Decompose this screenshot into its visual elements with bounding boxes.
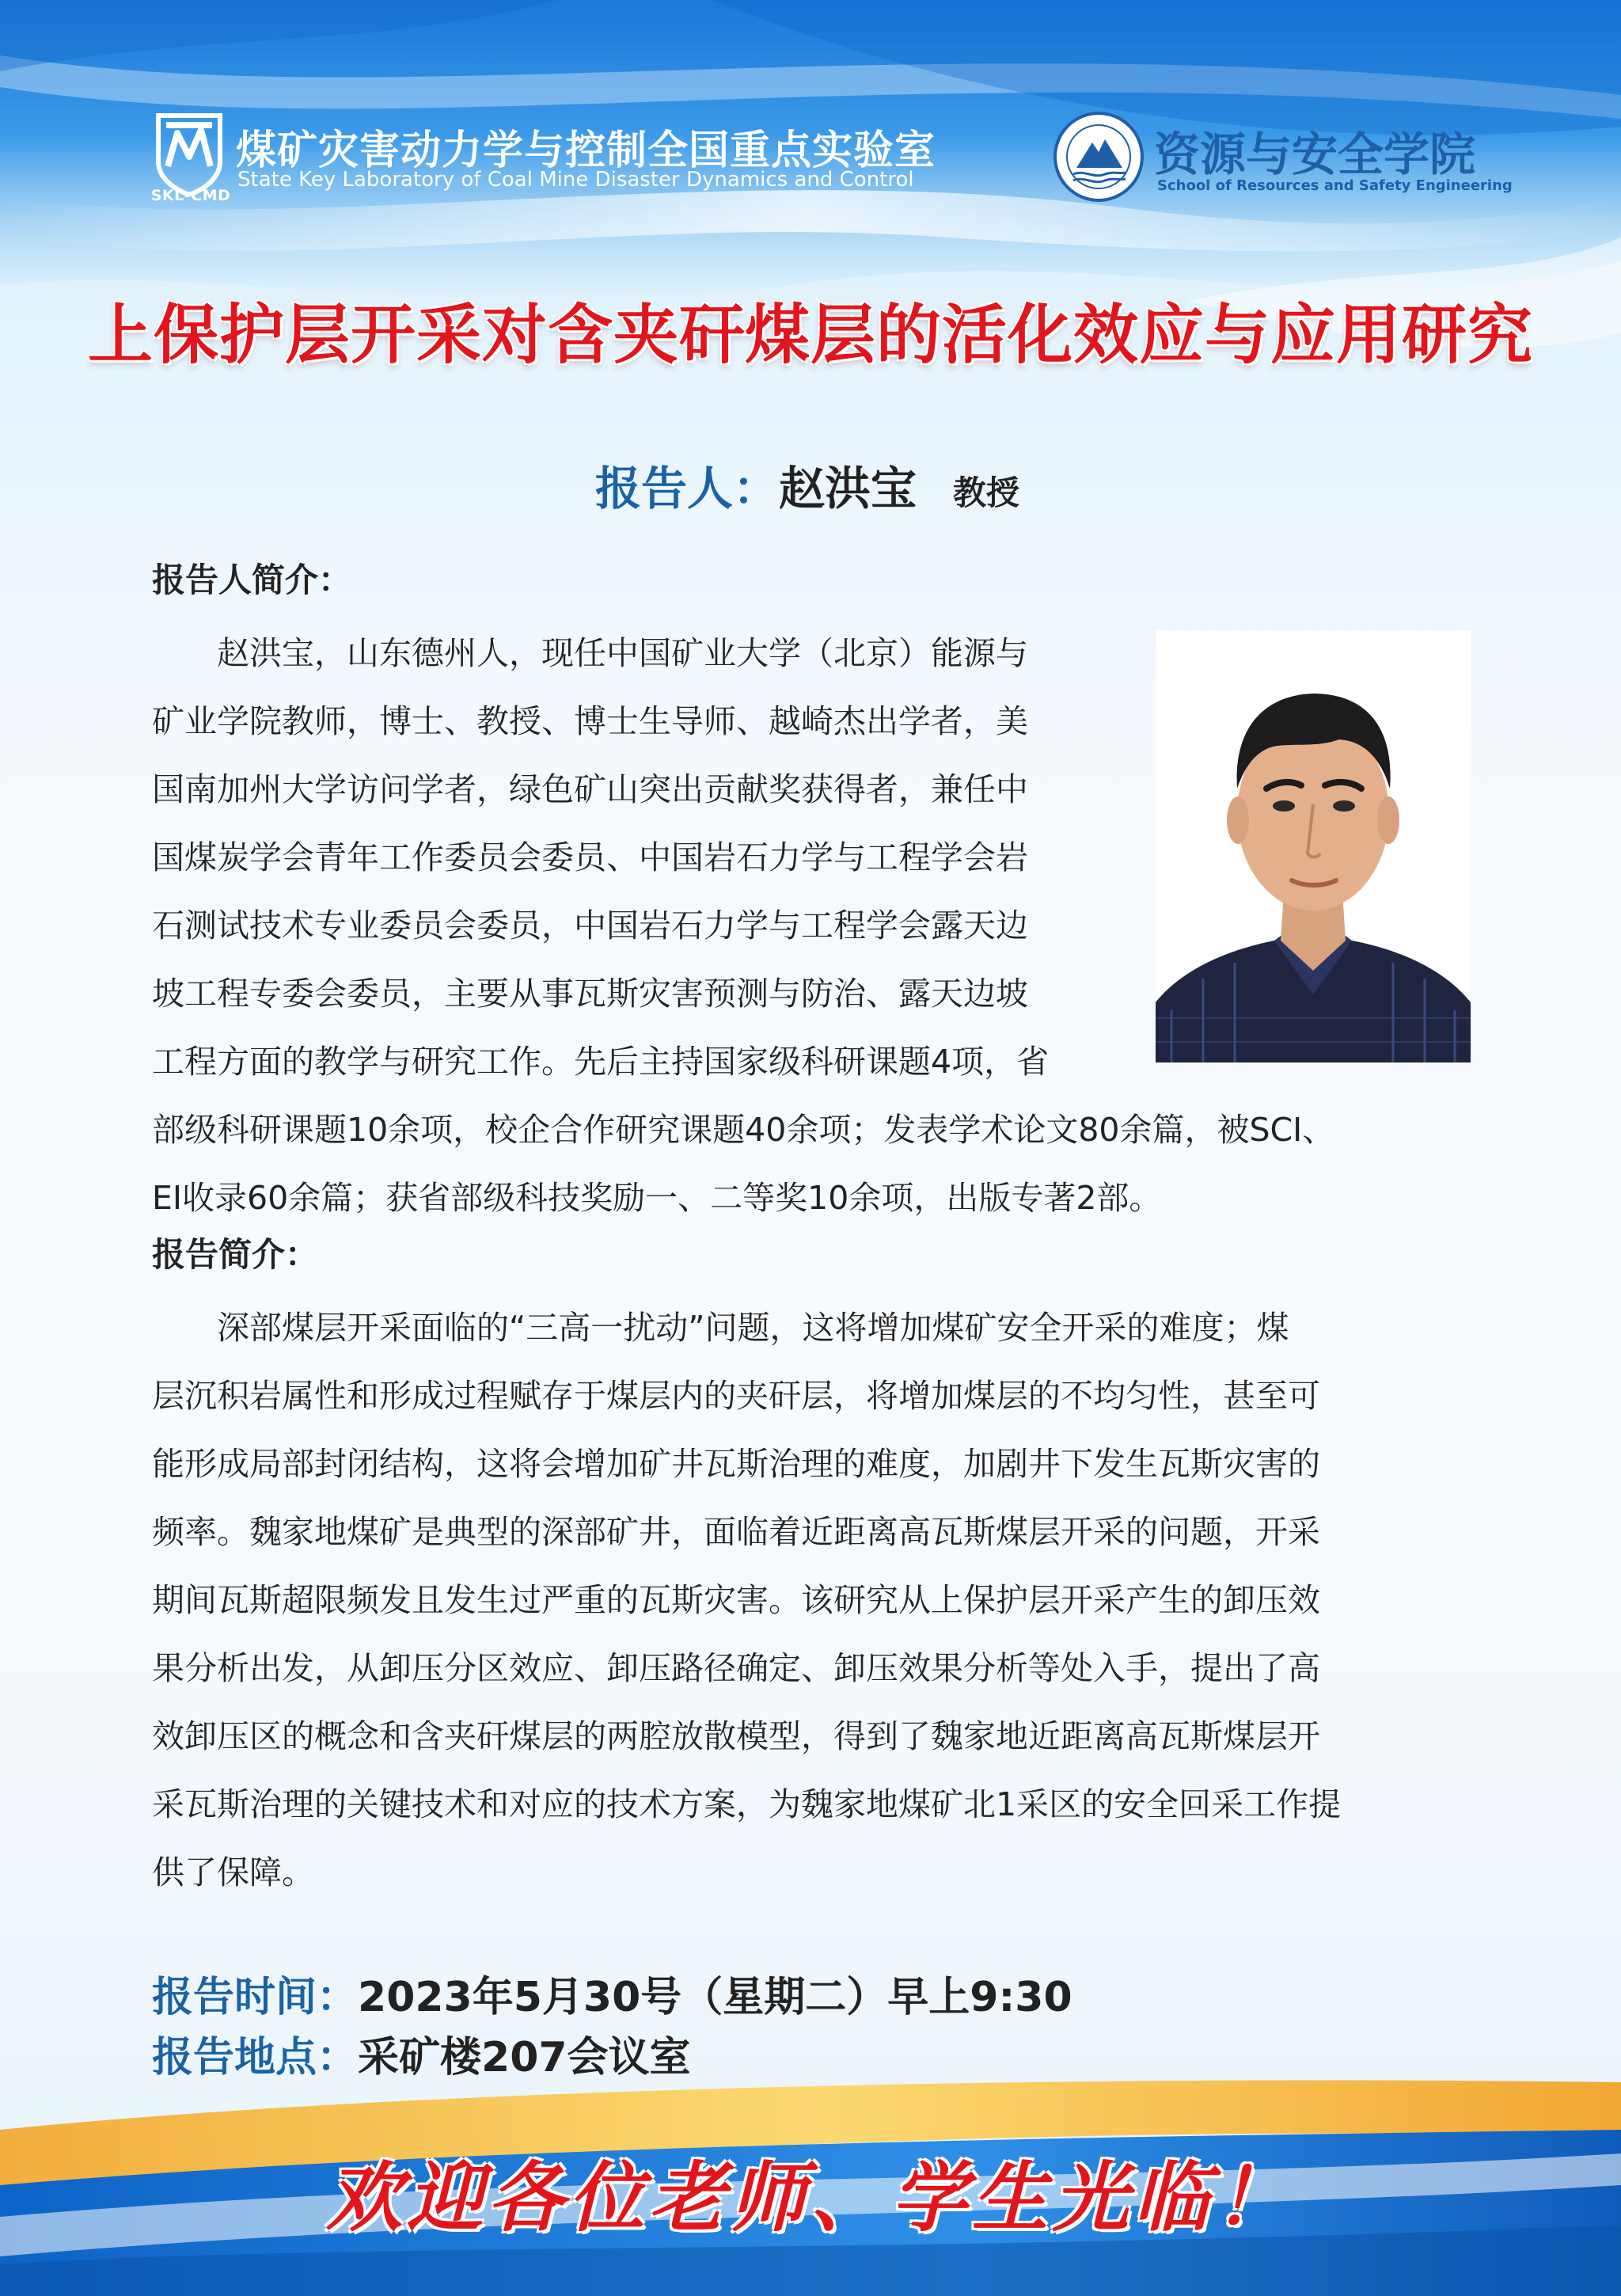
welcome-banner: 欢迎各位老师、学生光临！ xyxy=(326,2153,1295,2242)
abstract-line: 采瓦斯治理的关键技术和对应的技术方案，为魏家地煤矿北1采区的安全回采工作提 xyxy=(152,1785,1342,1823)
bio-line: 国煤炭学会青年工作委员会委员、中国岩石力学与工程学会岩 xyxy=(152,838,1028,876)
report-place xyxy=(152,2024,691,2083)
speaker-label: 报告人： xyxy=(595,462,780,515)
speaker-line xyxy=(595,451,1019,518)
report-place-label: 报告地点： xyxy=(152,2034,359,2081)
abstract-line: 层沉积岩属性和形成过程赋存于煤层内的夹矸层，将增加煤层的不均匀性，甚至可 xyxy=(152,1377,1320,1415)
school-name-english: School of Resources and Safety Engineering xyxy=(1157,177,1513,194)
bio-line: 赵洪宝，山东德州人，现任中国矿业大学（北京）能源与 xyxy=(152,634,1028,672)
report-time xyxy=(152,1963,1072,2023)
bio-line: 坡工程专委会委员，主要从事瓦斯灾害预测与防治、露天边坡 xyxy=(152,975,1028,1013)
abstract-line: 期间瓦斯超限频发且发生过严重的瓦斯灾害。该研究从上保护层开采产生的卸压效 xyxy=(152,1581,1320,1619)
bio-line: 工程方面的教学与研究工作。先后主持国家级科研课题4项，省 xyxy=(152,1043,1050,1081)
report-time-value: 2023年5月30号（星期二）早上9:30 xyxy=(358,1974,1072,2021)
bio-line: EI收录60余篇；获省部级科技奖励一、二等奖10余项，出版专著2部。 xyxy=(152,1179,1162,1217)
bio-line: 石测试技术专业委员会委员，中国岩石力学与工程学会露天边 xyxy=(152,907,1028,945)
abstract-line: 效卸压区的概念和含夹矸煤层的两腔放散模型，得到了魏家地近距离高瓦斯煤层开 xyxy=(152,1717,1320,1755)
bio-heading: 报告人简介： xyxy=(152,561,352,599)
abstract-text xyxy=(152,1294,1470,1906)
speaker-name: 赵洪宝 xyxy=(779,462,917,515)
school-emblem-icon xyxy=(1053,111,1145,203)
abstract-line: 能形成局部封闭结构，这将会增加矿井瓦斯治理的难度，加剧井下发生瓦斯灾害的 xyxy=(152,1445,1320,1483)
lab-logo-icon xyxy=(152,111,226,196)
lab-abbreviation: SKL-CMD xyxy=(150,187,231,204)
abstract-line: 供了保障。 xyxy=(152,1853,314,1891)
lab-name-chinese: 煤矿灾害动力学与控制全国重点实验室 xyxy=(236,127,936,174)
bio-line: 国南加州大学访问学者，绿色矿山突出贡献奖获得者，兼任中 xyxy=(152,770,1028,808)
report-place-value: 采矿楼207会议室 xyxy=(358,2034,691,2081)
report-title: 上保护层开采对含夹矸煤层的活化效应与应用研究 xyxy=(87,298,1533,373)
abstract-line: 频率。魏家地煤矿是典型的深部矿井，面临着近距离高瓦斯煤层开采的问题，开采 xyxy=(152,1513,1320,1551)
speaker-title: 教授 xyxy=(953,473,1020,512)
school-name-chinese: 资源与安全学院 xyxy=(1154,127,1476,181)
abstract-heading: 报告简介： xyxy=(152,1235,319,1274)
abstract-line: 果分析出发，从卸压分区效应、卸压路径确定、卸压效果分析等处入手，提出了高 xyxy=(152,1649,1320,1687)
lab-name-english: State Key Laboratory of Coal Mine Disaster Dynamics and Control xyxy=(237,168,914,192)
speaker-photo xyxy=(1156,630,1471,1062)
report-time-label: 报告时间： xyxy=(152,1974,359,2021)
bio-line: 部级科研课题10余项，校企合作研究课题40余项；发表学术论文80余篇，被SCI、 xyxy=(152,1111,1335,1149)
abstract-line: 深部煤层开采面临的“三高一扰动”问题，这将增加煤矿安全开采的难度；煤 xyxy=(152,1309,1289,1347)
bio-line: 矿业学院教师，博士、教授、博士生导师、越崎杰出学者，美 xyxy=(152,702,1028,740)
